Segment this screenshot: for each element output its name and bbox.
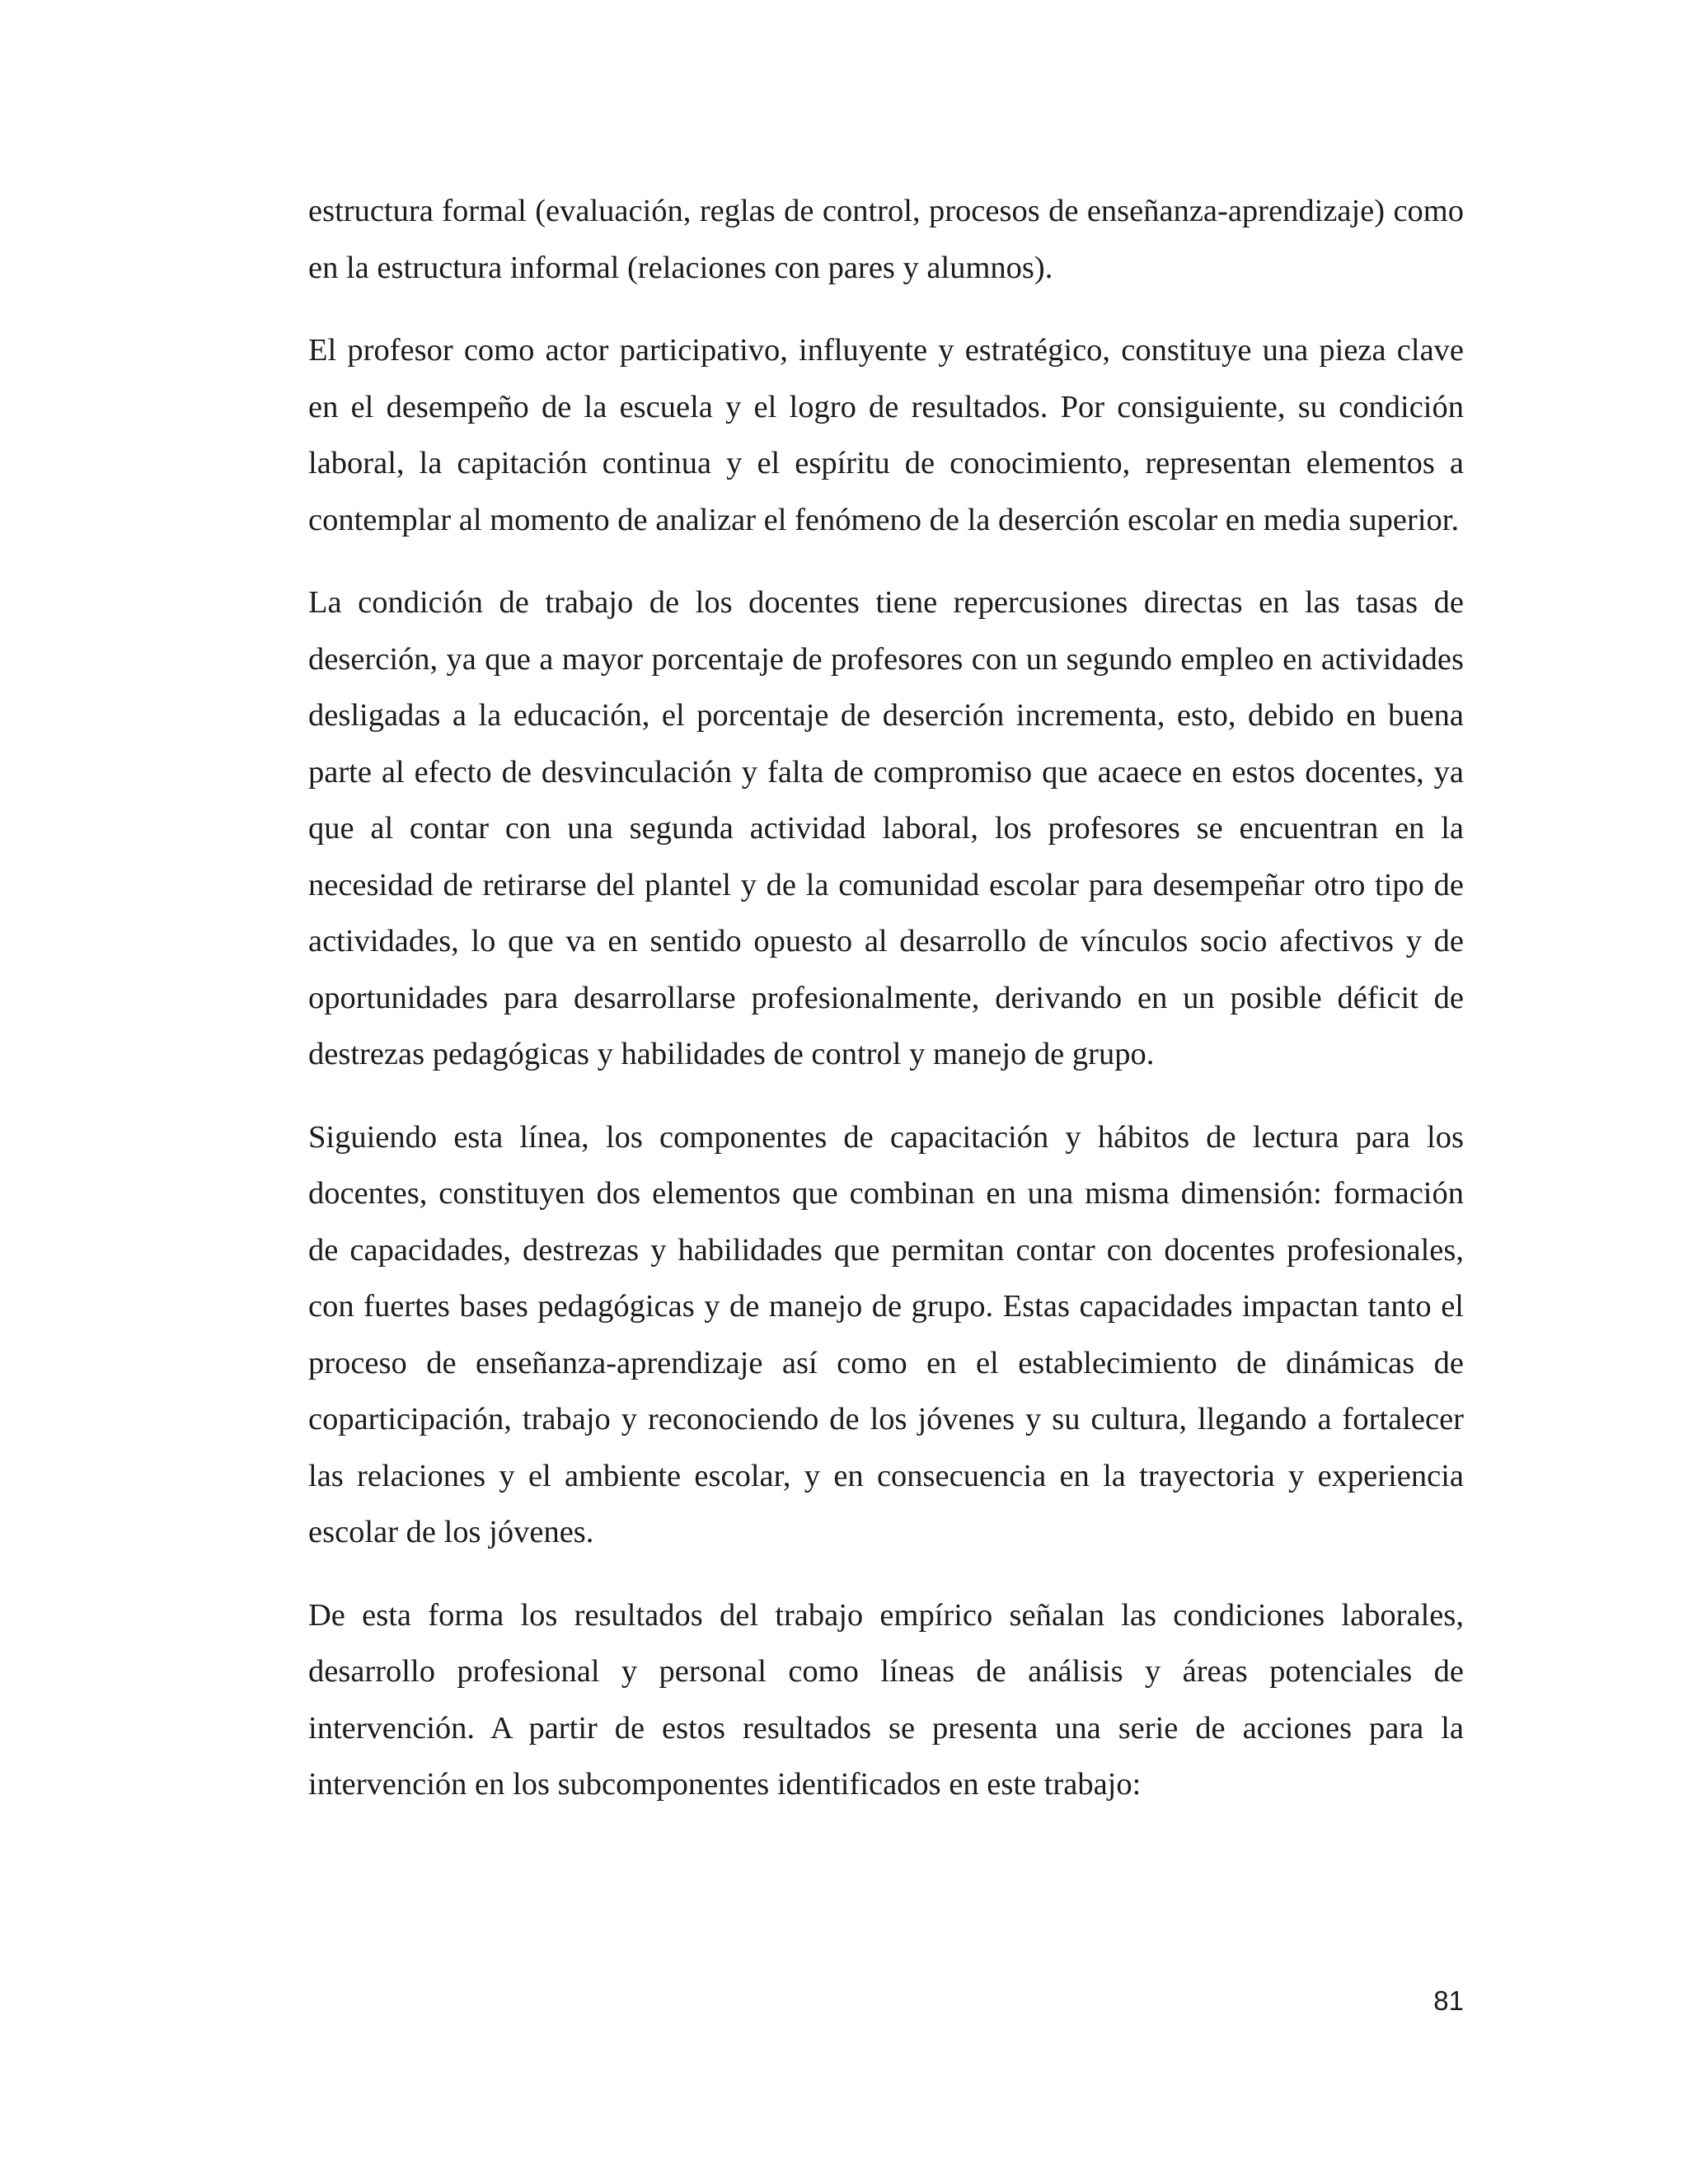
paragraph-1: estructura formal (evaluación, reglas de control, procesos de enseñanza-aprendizaje) como en la estructura informal (relaciones con pares y alumnos). (308, 194, 1464, 285)
paragraph-3: La condición de trabajo de los docentes tiene repercusiones directas en las tasas de deserción, ya que a mayor porcentaje de profesores con un segundo empleo en actividades desligadas a la educación, el porcentaje de deserción incrementa, esto, debido en buena parte al efecto de desvinculación y falta de compromiso que acaece en estos docentes, ya que al contar con una segunda actividad laboral, los profesores se encuentran en la necesidad de retirarse del plantel y de la comunidad escolar para desempeñar otro tipo de actividades, lo que va en sentido opuesto al desarrollo de vínculos socio afectivos y de oportunidades para desarrollarse profesionalmente, derivando en un posible déficit de destrezas pedagógicas y habilidades de control y manejo de grupo. (308, 585, 1464, 1071)
body-text (308, 183, 1464, 1840)
paragraph-4: Siguiendo esta línea, los componentes de capacitación y hábitos de lectura para los docentes, constituyen dos elementos que combinan en una misma dimensión: formación de capacidades, destrezas y habilidades que permitan contar con docentes profesionales, con fuertes bases pedagógicas y de manejo de grupo. Estas capacidades impactan tanto el proceso de enseñanza-aprendizaje así como en el establecimiento de dinámicas de coparticipación, trabajo y reconociendo de los jóvenes y su cultura, llegando a fortalecer las relaciones y el ambiente escolar, y en consecuencia en la trayectoria y experiencia escolar de los jóvenes. (308, 1119, 1464, 1549)
paragraph-2: El profesor como actor participativo, influyente y estratégico, constituye una pieza clave en el desempeño de la escuela y el logro de resultados. Por consiguiente, su condición laboral, la capitación continua y el espíritu de conocimiento, representan elementos a contemplar al momento de analizar el fenómeno de la deserción escolar en media superior. (308, 333, 1464, 537)
paragraph-5: De esta forma los resultados del trabajo empírico señalan las condiciones laborales, desarrollo profesional y personal como líneas de análisis y áreas potenciales de intervención. A partir de estos resultados se presenta una serie de acciones para la intervención en los subcomponentes identificados en este trabajo: (308, 1597, 1464, 1802)
page-number: 81 (1433, 1985, 1464, 2016)
